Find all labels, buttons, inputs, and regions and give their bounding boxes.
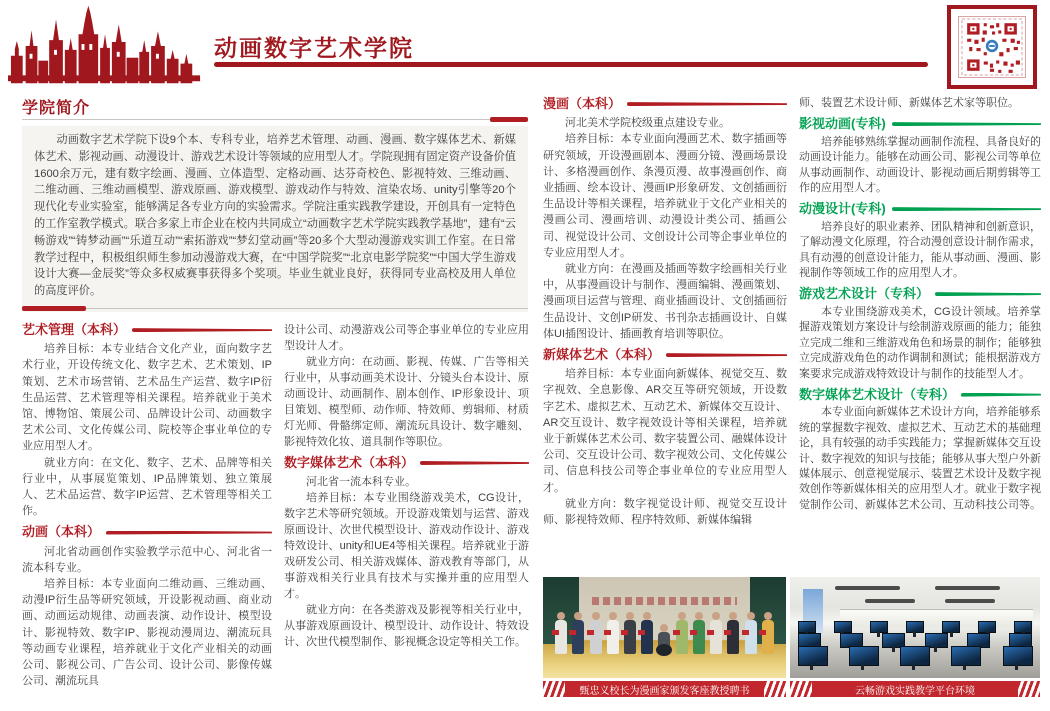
- section-heading-new-media-art: [543, 347, 787, 363]
- section-heading-anime-design-college: [799, 201, 1041, 216]
- section-heading-line: [892, 207, 1041, 211]
- monitor-icon: [951, 646, 981, 666]
- people-row: [555, 620, 774, 654]
- person-figure: [624, 620, 636, 654]
- section-heading-game-art-design-college: [799, 286, 1041, 301]
- major-paragraph: 就业方向：在漫画及插画等数字绘画相关行业中，从事漫画设计与制作、漫画编辑、漫画策划、漫画项目运营与管理、商业插画设计、文创插画衍生品设计、文创IP研发、书刊杂志插画设计、自媒体UI插图设计、插画教育培训等职位。: [543, 263, 787, 340]
- section-heading-digital-media-art: [284, 455, 529, 471]
- section-title: 影视动画(专科): [799, 116, 886, 132]
- major-paragraph: 就业方向：在动画、影视、传媒、广告等相关行业中，从事动画美术设计、分镜头台本设计、原动画设计、动画制作、剧本创作、IP形象设计、项目策划、模型师、动作师、特效师、剪辑师、材质灯光师、骨骼绑定师、潮流玩具设计、数字雕刻、影视特效化妆、道具制作等职位。: [284, 356, 529, 448]
- person-figure: [727, 620, 739, 654]
- stage-banner-text: [592, 597, 738, 605]
- intro-heading: 学院简介: [22, 100, 91, 117]
- caption-stripe-icon: [1018, 681, 1040, 697]
- photo-award-ceremony: [543, 577, 786, 697]
- column-2: [284, 322, 529, 650]
- major-paragraph: 就业方向：在文化、数字、艺术、品牌等相关行业中，从事展览策划、IP品牌策划、独立策展人、艺术品运营、数字IP运营、艺术管理等相关工作。: [22, 456, 272, 518]
- monitor-icon: [900, 646, 930, 666]
- major-paragraph: 设计公司、动漫游戏公司等企事业单位的专业应用型设计人才。: [284, 324, 529, 352]
- person-figure: [693, 620, 705, 654]
- section-heading-animation: [22, 524, 272, 540]
- section-heading-line: [935, 292, 1041, 296]
- photo-caption-bar: [543, 681, 786, 697]
- major-paragraph: 培养良好的职业素养、团队精神和创新意识，了解动漫文化原理，符合动漫创意设计制作需求，具有动漫的创意设计能力，能从事动画、漫画、影视制作等领域工作的应用型人才。: [799, 220, 1041, 280]
- person-figure: [555, 620, 567, 654]
- major-paragraph: 培养能够熟练掌握动画制作流程、具备良好的动画设计能力。能够在动画公司、影视公司等单位从事动画制作、动画设计、影视动画后期剪辑等工作的应用型人才。: [799, 135, 1041, 195]
- section-heading-comics: [543, 96, 787, 112]
- intro-body-box: [22, 126, 528, 312]
- ceiling-light: [935, 586, 1000, 590]
- award-photo: [543, 577, 786, 678]
- section-heading-line: [627, 102, 787, 106]
- photo-computer-lab: [790, 577, 1040, 697]
- major-paragraph: 培养目标：本专业面向新媒体、视觉交互、数字视效、全息影像、AR交互等研究领域，开设数字艺术、虚拟艺术、互动艺术、新媒体交互设计、AR交互设计、数字视效设计等相关课程，培养就业于新媒体艺术公司、数字装置公司、融媒体设计公司、交互设计公司、数字视效公司、文化传媒公司、信息科技公司等企事业单位的专业应用型人才。: [543, 368, 787, 494]
- section-heading-line: [892, 122, 1041, 126]
- column-4: [799, 96, 1041, 513]
- section-heading-line: [132, 328, 272, 332]
- major-paragraph: 本专业面向新媒体艺术设计方向，培养能够系统的掌握数字视效、虚拟艺术、互动艺术的基础理论，具有较强的动手实践能力；掌握新媒体交互设计、数字视效的知识与技能；能够从事大型户外新媒体展示、创意视觉展示、装置艺术设计及数字视效创作等新媒体相关的应用型人才。就业于数字视觉制作公司、新媒体艺术公司、互动科技公司等。: [799, 406, 1041, 511]
- person-figure: [607, 620, 619, 654]
- header-rule: [214, 62, 928, 67]
- photo-caption: 甄忠义校长为漫画家颁发客座教授聘书: [565, 681, 764, 697]
- person-figure: [762, 620, 774, 654]
- intro-body: 动画数字艺术学院下设9个本、专科专业，培养艺术管理、动画、漫画、数字媒体艺术、新媒体艺术、影视动画、动漫设计、游戏艺术设计等领域的应用型人才。学院现拥有固定资产设备价值1600余万元，建有数字绘画、漫画、立体造型、定格动画、达芬奇校色、影视特效、三维动画、二维动画、三维动画模型、游戏原画、游戏模型、游戏动作与特效、渲染农场、unity引擎等20个现代化专业实验室，能够满足各专业方向的实验需求。学院注重实践教学建设，开创具有一定特色的工作室教学模式。联合多家上市企业在校内共同成立“动画数字艺术学院实践教学基地”，建有“云畅游戏”“铸梦动画”“乐道互动”“索拓游戏”“梦幻堂动画”等20多个大型动漫游戏实训工作室。在日常教学过程中，积极组织师生参加动漫游戏大赛，在“中国学院奖”“北京电影学院奖”“中国大学生游戏设计大赛—金辰奖”等众多权威赛事获得多个奖项。毕业生就业良好，获得同专业高校及用人单位的高度评价。: [34, 134, 516, 298]
- qr-code-icon: [947, 5, 1037, 89]
- ceiling-light: [865, 599, 915, 603]
- person-figure: [590, 620, 602, 654]
- section-title: 游戏艺术设计（专科）: [799, 286, 930, 302]
- intro-divider-top: [22, 119, 528, 120]
- column-1: [22, 322, 272, 689]
- section-heading-line: [666, 353, 787, 357]
- page-title: 动画数字艺术学院: [214, 35, 414, 61]
- caption-stripe-icon: [790, 681, 812, 697]
- major-paragraph: 培养目标：本专业面向二维动画、三维动画、动漫IP衍生品等研究领域，开设影视动画、商业动画、动画运动规律、动画表演、动作设计、模型设计、影视特效、数字IP、影视动漫周边、潮流玩具等动画专业课程，培养就业于文化产业相关的动画公司、影视公司、广告公司、设计公司、影像传媒公司、潮流玩具: [22, 578, 272, 688]
- section-heading-film-animation-college: [799, 116, 1041, 131]
- section-title: 漫画（本科）: [543, 96, 622, 111]
- major-paragraph: 培养目标：本专业结合文化产业，面向数字艺术行业，开设传统文化、数字艺术、艺术策划、IP策划、艺术市场营销、艺术品生产运营、数字IP衍生品运营、艺术管理等相关课程。培养就业于美术馆、博物馆、策展公司、品牌设计公司、动画数字艺术公司、文化传媒公司、院校等企事业单位的专业应用型人才。: [22, 343, 272, 453]
- section-heading-digital-media-art-design-college: [799, 387, 1041, 402]
- ceiling-light: [945, 599, 995, 603]
- major-paragraph: 师、装置艺术设计师、新媒体艺术家等职位。: [799, 97, 1019, 109]
- intro-divider-bottom: [86, 308, 528, 309]
- section-title: 新媒体艺术（本科）: [543, 347, 661, 363]
- person-figure: [572, 620, 584, 654]
- major-paragraph: 本专业围绕游戏美术，CG设计领域。培养掌握游戏策划方案设计与绘制游戏原画的能力；能独立完成二维和三维游戏角色和场景的制作；能够独立完成游戏角色的动作调制和测试；能根据游戏方案要求完成游戏特效设计与制作的技能型人才。: [799, 305, 1041, 380]
- monitor-icon: [798, 646, 828, 666]
- caption-stripe-icon: [543, 681, 565, 697]
- caption-stripe-icon: [764, 681, 786, 697]
- section-heading-line: [961, 393, 1041, 397]
- person-figure: [676, 620, 688, 654]
- section-title: 动漫设计(专科): [799, 201, 886, 217]
- section-title: 数字媒体艺术设计（专科）: [799, 386, 956, 402]
- section-title: 艺术管理（本科）: [22, 322, 127, 337]
- major-paragraph: 河北省动画创作实验教学示范中心、河北省一流本科专业。: [22, 545, 272, 574]
- monitor-row-front: [798, 646, 1033, 666]
- photo-caption: 云畅游戏实践教学平台环境: [812, 681, 1018, 697]
- intro-divider-bottom-accent: [22, 306, 86, 311]
- photo-caption-bar: [790, 681, 1040, 697]
- monitor-icon: [849, 646, 879, 666]
- section-title: 动画（本科）: [22, 524, 101, 540]
- major-paragraph: 就业方向：在各类游戏及影视等相关行业中，从事游戏原画设计、模型设计、动作设计、特效设计、次世代模型制作、影视概念设定等相关工作。: [284, 604, 529, 648]
- major-paragraph: 就业方向：数字视觉设计师、视觉交互设计师、影视特效师、程序特效师、新媒体编辑: [543, 497, 787, 527]
- major-paragraph: 培养目标：本专业面向漫画艺术、数字插画等研究领域，开设漫画剧本、漫画分镜、漫画场景设计、多格漫画创作、条漫页漫、故事漫画创作、商业插画、绘本设计、漫画IP形象研发、文创插画衍生品设计等相关课程，培养就业于文化产业相关的漫画公司、漫画培训、动漫设计类公司、插画公司、视觉设计公司、文创设计公司等企事业单位的专业应用型人才。: [543, 133, 787, 259]
- intro-divider-top-accent: [490, 117, 528, 122]
- qr-pattern: [958, 16, 1026, 78]
- major-paragraph: 河北美术学院校级重点建设专业。: [565, 117, 730, 130]
- section-heading-line: [106, 531, 272, 535]
- section-heading-art-management: [22, 322, 272, 338]
- person-figure: [641, 620, 653, 654]
- section-title: 数字媒体艺术（本科）: [284, 455, 415, 470]
- major-paragraph: 河北省一流本科专业。: [306, 476, 416, 488]
- column-3: [543, 96, 787, 528]
- section-heading-line: [420, 461, 529, 465]
- ceiling-light: [835, 586, 900, 590]
- person-figure: [710, 620, 722, 654]
- person-in-wheelchair: [658, 632, 670, 654]
- castle-skyline-icon: [8, 4, 204, 84]
- lab-photo: [790, 577, 1040, 678]
- monitor-icon: [1003, 646, 1033, 666]
- person-figure: [745, 620, 757, 654]
- major-paragraph: 培养目标：本专业围绕游戏美术，CG设计，数字艺术等研究领域。开设游戏策划与运营、游戏原画设计、次世代模型设计、游戏动作设计、游戏特效设计、unity和UE4等相关课程。培养就业于游戏研发公司、相关游戏媒体、游戏教育等部门，从事游戏相关行业具有技术与实操并重的应用型人才。: [284, 492, 529, 600]
